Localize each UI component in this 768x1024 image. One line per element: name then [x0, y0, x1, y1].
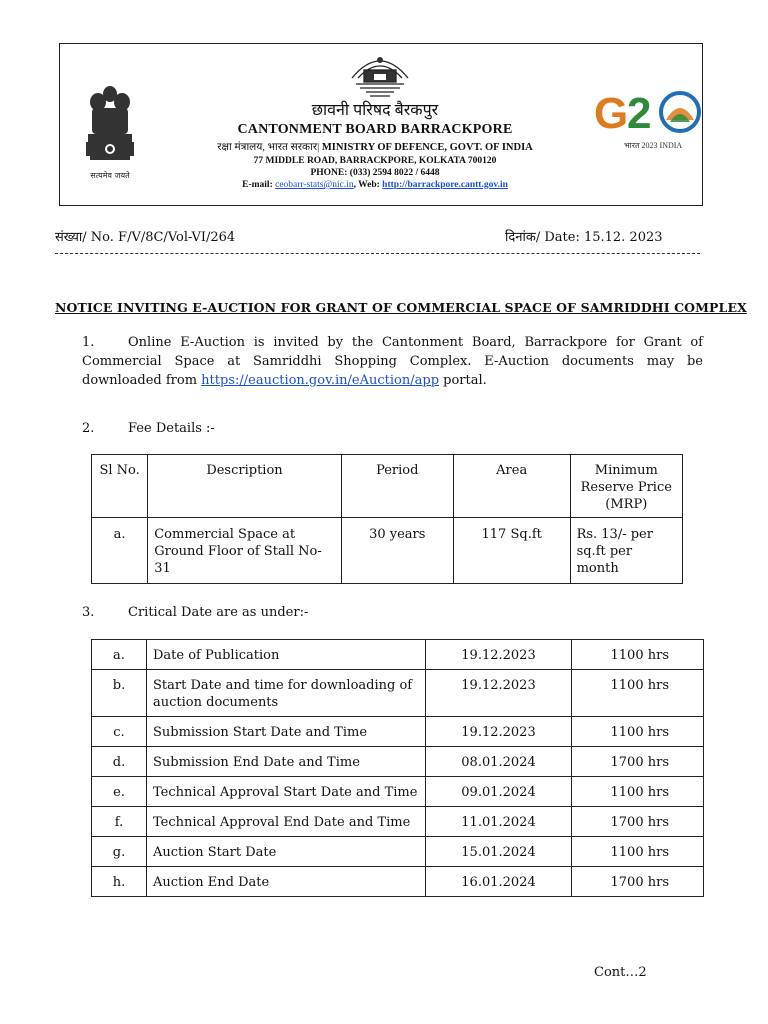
table-cell: 1100 hrs	[572, 670, 704, 717]
website-link[interactable]: http://barrackpore.cantt.gov.in	[382, 180, 508, 190]
table-cell: e.	[92, 777, 147, 807]
section-title: Fee Details :-	[128, 421, 215, 436]
g20-logo-digit: 2	[627, 89, 652, 138]
table-cell: 19.12.2023	[426, 640, 572, 670]
table-row	[92, 747, 704, 777]
table-cell: b.	[92, 670, 147, 717]
section-title: Critical Date are as under:-	[128, 605, 309, 620]
table-row	[92, 777, 704, 807]
table-cell: d.	[92, 747, 147, 777]
table-cell: g.	[92, 837, 147, 867]
table-cell: f.	[92, 807, 147, 837]
reference-number: संख्या/ No. F/V/8C/Vol-VI/264	[55, 230, 236, 245]
g20-logo-letter-g: G	[594, 89, 629, 138]
continued-marker: Cont…2	[594, 965, 647, 980]
board-name-english: CANTONMENT BOARD BARRACKPORE	[237, 122, 513, 137]
table-row	[92, 837, 704, 867]
section-number: 3.	[82, 605, 95, 620]
table-cell: 19.12.2023	[426, 717, 572, 747]
table-cell: h.	[92, 867, 147, 897]
table-cell: Start Date and time for downloading of auction documents	[147, 670, 426, 717]
column-header: Area	[453, 455, 570, 518]
email-label: E-mail:	[242, 180, 273, 190]
national-emblem-icon	[80, 80, 140, 176]
table-row	[92, 640, 704, 670]
table-cell: Auction End Date	[147, 867, 426, 897]
table-cell: 1700 hrs	[572, 807, 704, 837]
table-row	[92, 717, 704, 747]
section-3-title	[82, 605, 308, 620]
table-cell: 11.01.2024	[426, 807, 572, 837]
paragraph-text-end: portal.	[439, 373, 487, 388]
cantonment-board-logo-icon	[344, 48, 416, 102]
section-number: 2.	[82, 421, 95, 436]
table-cell: Submission Start Date and Time	[147, 717, 426, 747]
ministry-hindi: रक्षा मंत्रालय, भारत सरकार|	[217, 142, 320, 153]
table-cell: Submission End Date and Time	[147, 747, 426, 777]
paragraph-text: Online E-Auction is invited by the Cantonment Board, Barrackpore for Grant of Commercial Space at Samriddhi Shopping Complex. E-Auction documents may be downloaded from	[82, 335, 703, 388]
g20-subtitle: भारत 2023 INDIA	[624, 141, 683, 150]
table-cell: a.	[92, 640, 147, 670]
table-header-row	[92, 455, 683, 518]
table-cell: Rs. 13/- per sq.ft per month	[570, 518, 682, 584]
board-name-hindi: छावनी परिषद बैरकपुर	[311, 102, 439, 119]
table-row	[92, 518, 683, 584]
fee-table	[91, 454, 683, 584]
table-cell: 15.01.2024	[426, 837, 572, 867]
table-cell: 09.01.2024	[426, 777, 572, 807]
table-cell: c.	[92, 717, 147, 747]
table-row	[92, 670, 704, 717]
divider	[55, 253, 700, 254]
phone-line: PHONE: (033) 2594 8022 / 6448	[310, 168, 440, 178]
table-cell: Technical Approval End Date and Time	[147, 807, 426, 837]
letterhead-text	[160, 102, 590, 191]
table-cell: 1100 hrs	[572, 640, 704, 670]
g20-logo-icon	[594, 78, 702, 156]
table-cell: Technical Approval Start Date and Time	[147, 777, 426, 807]
table-cell: Commercial Space at Ground Floor of Stall No- 31	[148, 518, 342, 584]
table-cell: 30 years	[341, 518, 453, 584]
table-cell: 1700 hrs	[572, 747, 704, 777]
email-link[interactable]: ceobarr-stats@nic.in	[275, 180, 354, 190]
column-header: Minimum Reserve Price (MRP)	[570, 455, 682, 518]
column-header: Sl No.	[92, 455, 148, 518]
ministry-english: MINISTRY OF DEFENCE, GOVT. OF INDIA	[321, 142, 533, 153]
table-cell: 1100 hrs	[572, 837, 704, 867]
notice-heading: NOTICE INVITING E-AUCTION FOR GRANT OF COMMERCIAL SPACE OF SAMRIDDHI COMPLEX	[55, 300, 747, 315]
web-label: , Web:	[353, 180, 380, 190]
emblem-motto: सत्यमेव जयते	[90, 171, 130, 180]
address-line: 77 MIDDLE ROAD, BARRACKPORE, KOLKATA 700120	[253, 156, 497, 166]
column-header: Description	[148, 455, 342, 518]
table-cell: Date of Publication	[147, 640, 426, 670]
table-cell: 1100 hrs	[572, 777, 704, 807]
letterhead	[59, 43, 703, 206]
paragraph-number: 1.	[82, 335, 95, 350]
column-header: Period	[341, 455, 453, 518]
reference-date: दिनांक/ Date: 15.12. 2023	[505, 230, 663, 245]
contact-line	[160, 179, 590, 191]
table-cell: Auction Start Date	[147, 837, 426, 867]
table-cell: 1700 hrs	[572, 867, 704, 897]
table-row	[92, 807, 704, 837]
table-row	[92, 867, 704, 897]
ministry-line	[160, 140, 590, 155]
section-2-title	[82, 421, 215, 436]
table-cell: 117 Sq.ft	[453, 518, 570, 584]
paragraph-1	[82, 333, 703, 390]
critical-dates-table	[91, 639, 704, 897]
table-cell: 16.01.2024	[426, 867, 572, 897]
eauction-portal-link[interactable]: https://eauction.gov.in/eAuction/app	[201, 373, 440, 388]
table-cell: a.	[92, 518, 148, 584]
table-cell: 19.12.2023	[426, 670, 572, 717]
table-cell: 1100 hrs	[572, 717, 704, 747]
table-cell: 08.01.2024	[426, 747, 572, 777]
